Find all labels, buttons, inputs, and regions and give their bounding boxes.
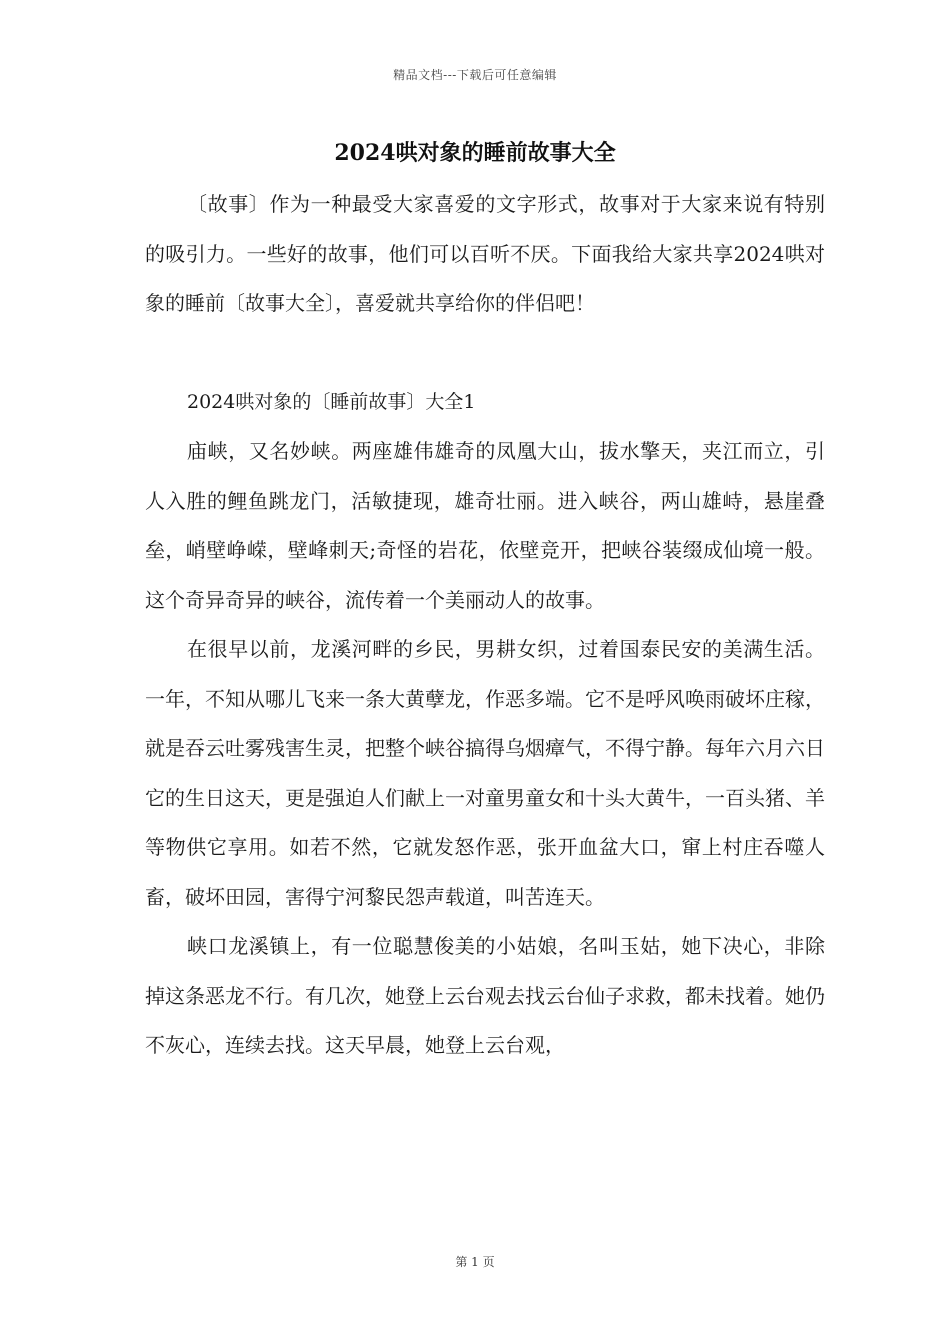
- page-number: 第 1 页: [455, 1255, 495, 1269]
- document-body: [145, 180, 825, 1071]
- body-paragraph-2: 在很早以前，龙溪河畔的乡民，男耕女织，过着国泰民安的美满生活。一年，不知从哪儿飞来一条大黄孽龙，作恶多端。它不是呼风唤雨破坏庄稼，就是吞云吐雾残害生灵，把整个峡谷搞得乌烟瘴气，不得宁静。每年六月六日它的生日这天，更是强迫人们献上一对童男童女和十头大黄牛，一百头猪、羊等物供它享用。如若不然，它就发怒作恶，张开血盆大口，窜上村庄吞噬人畜，破坏田园，害得宁河黎民怨声载道，叫苦连天。: [145, 637, 825, 909]
- document-title: 2024哄对象的睡前故事大全: [334, 140, 616, 166]
- section-heading: 2024哄对象的〔睡前故事〕大全1: [187, 390, 476, 413]
- intro-paragraph: 〔故事〕作为一种最受大家喜爱的文字形式，故事对于大家来说有特别的吸引力。一些好的故事，他们可以百听不厌。下面我给大家共享2024哄对象的睡前〔故事大全〕，喜爱就共享给你的伴侣吧！: [145, 192, 825, 315]
- body-paragraph-1: 庙峡，又名妙峡。两座雄伟雄奇的凤凰大山，拔水擎天，夹江而立，引人入胜的鲤鱼跳龙门，活敏捷现，雄奇壮丽。进入峡谷，两山雄峙，悬崖叠垒，峭壁峥嵘，壁峰刺天;奇怪的岩花，依壁竞开，把峡谷装缀成仙境一般。这个奇异奇异的峡谷，流传着一个美丽动人的故事。: [145, 439, 825, 612]
- page-header: 精品文档---下载后可任意编辑: [393, 68, 557, 82]
- body-paragraph-3: 峡口龙溪镇上，有一位聪慧俊美的小姑娘，名叫玉姑，她下决心，非除掉这条恶龙不行。有几次，她登上云台观去找云台仙子求救，都未找着。她仍不灰心，连续去找。这天早晨，她登上云台观，: [145, 934, 825, 1057]
